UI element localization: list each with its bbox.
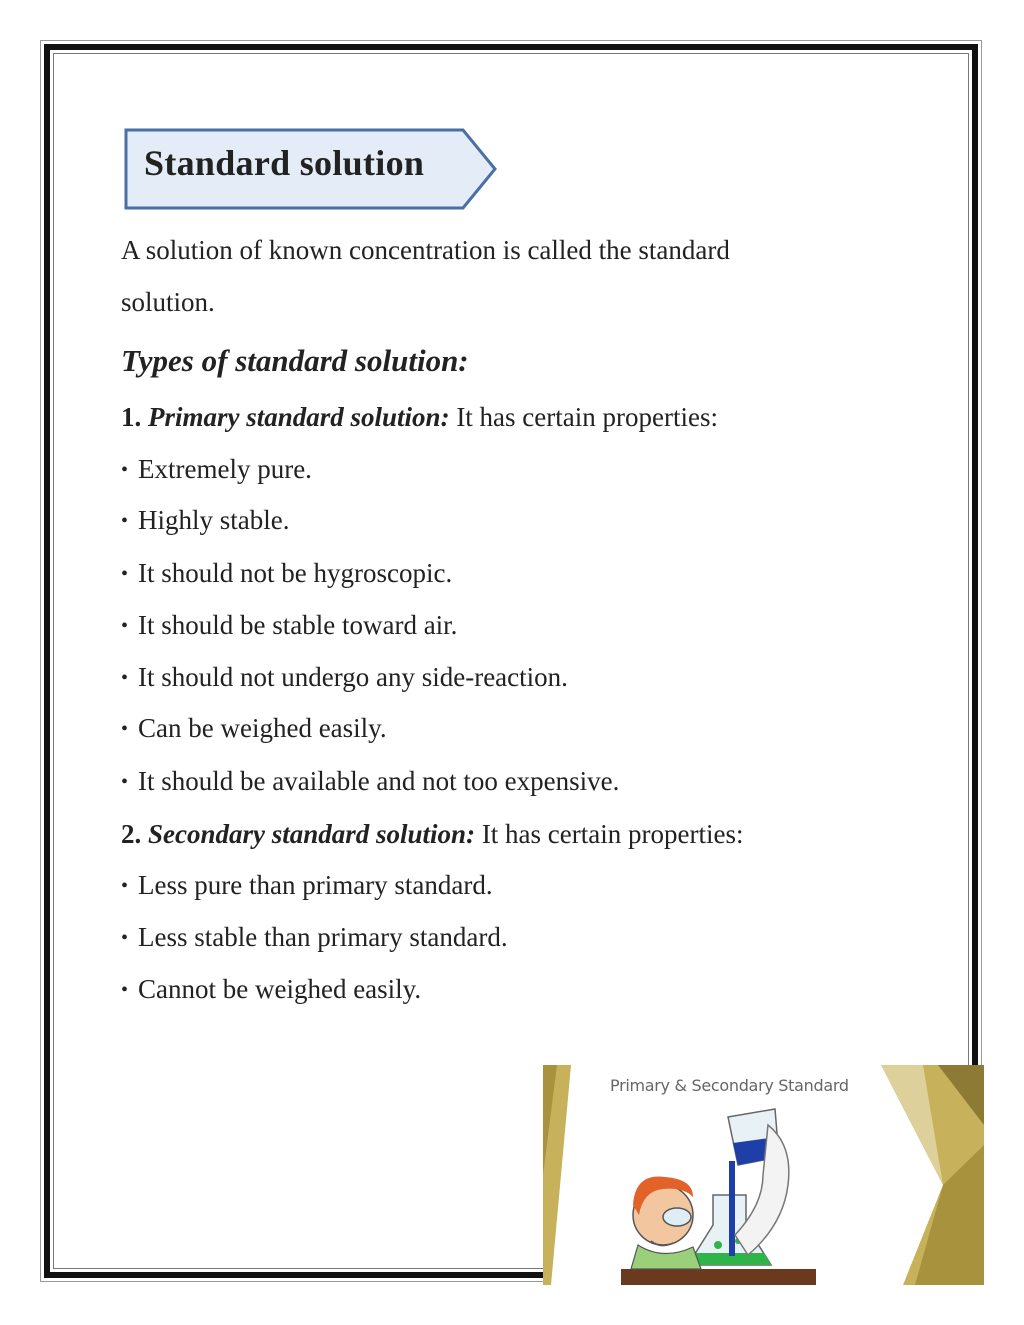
list-item: • It should not undergo any side-reaction. [121, 662, 568, 692]
list-item: • Less pure than primary standard. [121, 870, 493, 900]
list-item: • It should be available and not too expensive. [121, 766, 620, 796]
bullet-icon: • [121, 979, 129, 1001]
list-item: • Can be weighed easily. [121, 713, 387, 743]
secondary-label: Secondary standard solution: [148, 819, 476, 849]
figure-caption: Primary & Secondary Standard [610, 1076, 849, 1095]
bullet-icon: • [121, 771, 129, 793]
page-title: Standard solution [144, 143, 425, 183]
list-item: • Extremely pure. [121, 454, 312, 484]
bullet-icon: • [121, 510, 129, 532]
types-heading: Types of standard solution: [121, 343, 469, 378]
secondary-intro: It has certain properties: [475, 819, 744, 849]
bullet-icon: • [121, 927, 129, 949]
bullet-icon: • [121, 667, 129, 689]
secondary-number: 2. [121, 819, 142, 849]
primary-heading [121, 401, 718, 433]
list-item: • It should not be hygroscopic. [121, 558, 453, 588]
primary-intro: It has certain properties: [449, 402, 718, 432]
bullet-icon: • [121, 563, 129, 585]
definition-line-1: A solution of known concentration is called the standard [121, 235, 730, 265]
lab-illustration [543, 1065, 984, 1285]
definition-line-2: solution. [121, 287, 215, 317]
secondary-heading [121, 818, 743, 850]
list-item: • It should be stable toward air. [121, 610, 458, 640]
list-item: • Cannot be weighed easily. [121, 974, 422, 1004]
bullet-icon: • [121, 459, 129, 481]
bullet-icon: • [121, 718, 129, 740]
bullet-icon: • [121, 875, 129, 897]
list-item: • Highly stable. [121, 505, 290, 535]
primary-number: 1. [121, 402, 142, 432]
bullet-icon: • [121, 615, 129, 637]
list-item: • Less stable than primary standard. [121, 922, 508, 952]
primary-label: Primary standard solution: [148, 402, 450, 432]
